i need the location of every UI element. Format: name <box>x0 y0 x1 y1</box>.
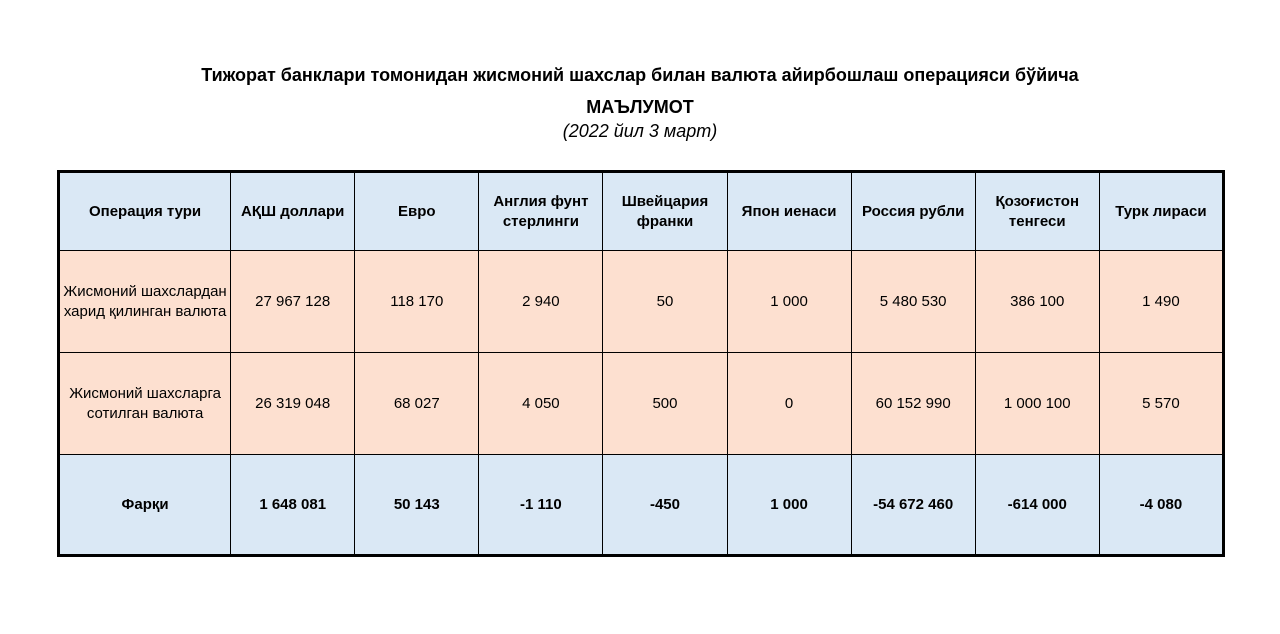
row-label: Жисмоний шахсларга сотилган валюта <box>59 353 231 455</box>
cell-jpy: 1 000 <box>727 251 851 353</box>
cell-gbp: -1 110 <box>479 455 603 556</box>
cell-try: 5 570 <box>1099 353 1223 455</box>
cell-rub: -54 672 460 <box>851 455 975 556</box>
table-header-row <box>59 172 1224 251</box>
cell-try: -4 080 <box>1099 455 1223 556</box>
cell-kzt: 1 000 100 <box>975 353 1099 455</box>
cell-eur: 68 027 <box>355 353 479 455</box>
cell-usd: 26 319 048 <box>231 353 355 455</box>
cell-usd: 1 648 081 <box>231 455 355 556</box>
cell-chf: -450 <box>603 455 727 556</box>
cell-chf: 50 <box>603 251 727 353</box>
page-heading: МАЪЛУМОТ <box>586 97 694 117</box>
header-usd: АҚШ доллари <box>231 172 355 251</box>
header-operation-type: Операция тури <box>59 172 231 251</box>
title-block <box>0 62 1280 142</box>
header-eur: Евро <box>355 172 479 251</box>
header-try: Турк лираси <box>1099 172 1223 251</box>
page-title: Тижорат банклари томонидан жисмоний шахслар билан валюта айирбошлаш операцияси бўйича <box>201 65 1079 85</box>
table-row-difference <box>59 455 1224 556</box>
cell-eur: 50 143 <box>355 455 479 556</box>
exchange-operations-table <box>57 170 1225 557</box>
report-date: (2022 йил 3 март) <box>562 121 718 141</box>
header-jpy: Япон иенаси <box>727 172 851 251</box>
cell-usd: 27 967 128 <box>231 251 355 353</box>
cell-gbp: 2 940 <box>479 251 603 353</box>
row-label: Жисмоний шахслардан харид қилинган валюта <box>59 251 231 353</box>
cell-gbp: 4 050 <box>479 353 603 455</box>
cell-jpy: 0 <box>727 353 851 455</box>
cell-rub: 5 480 530 <box>851 251 975 353</box>
header-gbp: Англия фунт стерлинги <box>479 172 603 251</box>
cell-try: 1 490 <box>1099 251 1223 353</box>
header-rub: Россия рубли <box>851 172 975 251</box>
row-label: Фарқи <box>59 455 231 556</box>
cell-eur: 118 170 <box>355 251 479 353</box>
header-kzt: Қозоғистон тенгеси <box>975 172 1099 251</box>
header-chf: Швейцария франки <box>603 172 727 251</box>
cell-kzt: 386 100 <box>975 251 1099 353</box>
cell-kzt: -614 000 <box>975 455 1099 556</box>
cell-rub: 60 152 990 <box>851 353 975 455</box>
cell-chf: 500 <box>603 353 727 455</box>
cell-jpy: 1 000 <box>727 455 851 556</box>
table-row-sold <box>59 353 1224 455</box>
table-row-purchased <box>59 251 1224 353</box>
